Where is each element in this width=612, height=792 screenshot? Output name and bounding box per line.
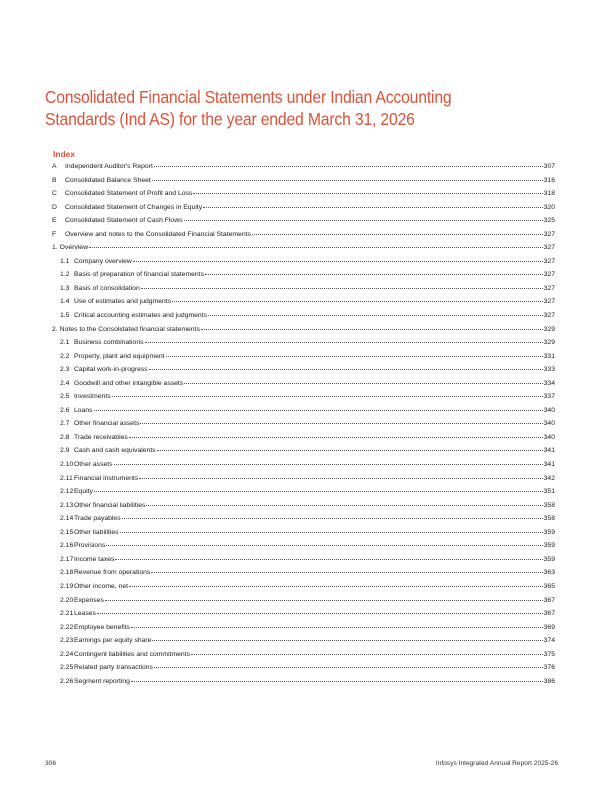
toc-entry-label: Related party transactions: [74, 664, 153, 672]
toc-entry-page: 342: [543, 474, 555, 482]
toc-entry-page: 341: [543, 461, 555, 469]
toc-entry-number: 2.22: [60, 623, 74, 631]
toc-entry-page: 359: [543, 528, 555, 536]
toc-entry-number: 2.12: [60, 488, 74, 496]
toc-entry[interactable]: [52, 323, 555, 337]
toc-entry-number: A: [52, 163, 57, 170]
toc-entry-page: 329: [543, 339, 555, 347]
page-title: Consolidated Financial Statements under Indian Accounting Standards (Ind AS) for the year ended March 31, 2026: [45, 87, 452, 129]
toc-entry-number: 2.2: [60, 352, 70, 360]
toc-dot-leader: [114, 463, 543, 465]
toc-entry-label: Revenue from operations: [74, 569, 151, 577]
toc-entry-number: 2.20: [60, 596, 74, 604]
toc-dot-leader: [89, 246, 543, 248]
toc-dot-leader: [122, 517, 543, 519]
toc-entry[interactable]: [52, 444, 555, 458]
toc-dot-leader: [191, 653, 543, 655]
toc-entry[interactable]: [52, 512, 555, 526]
toc-entry-number: 2.6: [60, 406, 70, 414]
toc-entry-page: 358: [543, 501, 555, 509]
toc-entry[interactable]: [52, 295, 555, 309]
toc-entry-number: 1.3: [60, 284, 70, 292]
toc-entry-number: 2.16: [60, 542, 74, 550]
toc-entry[interactable]: [52, 377, 555, 391]
toc-entry[interactable]: [52, 187, 555, 201]
toc-entry-label: Consolidated Statement of Profit and Loss: [65, 190, 193, 198]
toc-entry-label: Earnings per equity share: [74, 637, 152, 645]
toc-entry-label: Other financial assets: [74, 420, 140, 428]
toc-entry[interactable]: [52, 458, 555, 472]
toc-entry-page: 359: [543, 555, 555, 563]
toc-entry[interactable]: [52, 404, 555, 418]
toc-entry-label: Consolidated Statement of Changes in Equity: [65, 203, 203, 211]
toc-entry[interactable]: [52, 594, 555, 608]
toc-dot-leader: [172, 300, 543, 302]
footer-report-name: Infosys Integrated Annual Report 2025-26: [435, 760, 558, 767]
toc-entry-number: 2.3: [60, 366, 70, 374]
toc-entry[interactable]: [52, 214, 555, 228]
toc-entry[interactable]: [52, 336, 555, 350]
toc-dot-leader: [205, 273, 543, 275]
toc-entry-number: 2.17: [60, 555, 74, 563]
toc-dot-leader: [145, 341, 543, 343]
toc-entry-number: F: [52, 230, 57, 238]
toc-entry[interactable]: [52, 648, 555, 662]
toc-entry-page: 316: [543, 176, 555, 184]
toc-dot-leader: [106, 544, 542, 546]
toc-entry-page: 340: [543, 406, 555, 414]
toc-entry[interactable]: [52, 282, 555, 296]
toc-dot-leader: [193, 192, 542, 194]
toc-entry-page: 327: [543, 230, 555, 238]
toc-entry-page: 337: [543, 393, 555, 401]
toc-entry-number: 2.10: [60, 461, 74, 469]
toc-dot-leader: [105, 599, 543, 601]
toc-entry-label: Provisions: [74, 542, 106, 550]
toc-entry-label: Expenses: [74, 596, 104, 604]
toc-entry[interactable]: [52, 621, 555, 635]
toc-entry-label: Company overview: [74, 257, 132, 265]
toc-entry-page: 363: [543, 569, 555, 577]
toc-dot-leader: [140, 422, 542, 424]
toc-entry[interactable]: [52, 309, 555, 323]
toc-entry-page: 325: [543, 217, 555, 225]
toc-dot-leader: [154, 666, 543, 668]
toc-entry-number: 2.14: [60, 515, 74, 523]
toc-entry-label: Basis of consolidation: [74, 284, 140, 292]
toc-entry-number: 1.4: [60, 298, 70, 306]
toc-entry-label: Income taxes: [74, 555, 115, 563]
toc-entry-label: Leases: [74, 610, 96, 618]
toc-entry[interactable]: [52, 499, 555, 513]
toc-entry[interactable]: [52, 472, 555, 486]
toc-entry-label: Consolidated Statement of Cash Flows: [65, 217, 183, 225]
toc-entry-page: 367: [543, 596, 555, 604]
toc-entry-label: Financial instruments: [74, 474, 139, 482]
toc-entry-page: 341: [543, 447, 555, 455]
toc-entry[interactable]: [52, 228, 555, 242]
toc-entry[interactable]: [52, 526, 555, 540]
toc-entry-label: Other liabilities: [74, 528, 119, 536]
toc-entry-number: 1.2: [60, 271, 70, 279]
toc-entry-number: 2.25: [60, 664, 74, 672]
toc-dot-leader: [151, 571, 542, 573]
toc-dot-leader: [201, 328, 543, 330]
toc-entry-number: 2.23: [60, 637, 74, 645]
toc-entry-page: 358: [543, 515, 555, 523]
toc-entry-number: 2.13: [60, 501, 74, 509]
toc-entry[interactable]: [52, 566, 555, 580]
toc-dot-leader: [112, 395, 543, 397]
toc-entry-page: 327: [543, 284, 555, 292]
toc-entry-page: 327: [543, 257, 555, 265]
toc-entry-page: 327: [543, 244, 555, 252]
toc-entry-label: Other financial liabilities: [74, 501, 146, 509]
toc-entry-number: B: [52, 176, 57, 184]
toc-dot-leader: [131, 680, 543, 682]
toc-entry[interactable]: [52, 160, 555, 174]
toc-entry-label: Overview: [59, 244, 88, 252]
toc-entry-number: 2.24: [60, 650, 74, 658]
toc-entry-label: Business combinations: [74, 339, 144, 347]
toc-entry-page: 327: [543, 271, 555, 279]
toc-entry-number: 1.5: [60, 312, 70, 320]
toc-entry-page: 320: [543, 203, 555, 211]
toc-entry-page: 329: [543, 325, 555, 333]
toc-entry-label: Segment reporting: [74, 677, 130, 685]
toc-entry[interactable]: [52, 255, 555, 269]
toc-dot-leader: [184, 219, 543, 221]
toc-entry-label: Overview and notes to the Consolidated Financial Statements: [65, 230, 251, 238]
toc-dot-leader: [115, 558, 542, 560]
toc-entry-number: 2.18: [60, 569, 74, 577]
toc-entry-label: Cash and cash equivalents: [74, 447, 156, 455]
toc-dot-leader: [203, 206, 543, 208]
toc-entry[interactable]: [52, 268, 555, 282]
index-heading: Index: [53, 149, 75, 159]
toc-dot-leader: [120, 531, 543, 533]
toc-entry-label: Other income, net: [74, 582, 129, 590]
toc-entry-label: Goodwill and other intangible assets: [74, 379, 184, 387]
toc-dot-leader: [208, 314, 543, 316]
toc-entry-label: Consolidated Balance Sheet: [65, 176, 151, 184]
toc-dot-leader: [152, 179, 543, 181]
toc-entry-label: Trade payables: [74, 515, 121, 523]
toc-entry-label: Use of estimates and judgments: [74, 298, 172, 306]
toc-entry[interactable]: [52, 485, 555, 499]
toc-dot-leader: [141, 287, 543, 289]
toc-dot-leader: [154, 165, 543, 167]
toc-dot-leader: [166, 355, 543, 357]
toc-entry[interactable]: [52, 390, 555, 404]
toc-entry-page: 367: [543, 610, 555, 618]
toc-entry-page: 318: [543, 190, 555, 198]
toc-dot-leader: [149, 368, 543, 370]
toc-entry[interactable]: [52, 241, 555, 255]
toc-entry-number: 2.11: [60, 474, 73, 482]
toc-dot-leader: [94, 490, 543, 492]
toc-entry-number: 2.4: [60, 379, 70, 387]
toc-entry[interactable]: [52, 661, 555, 675]
toc-entry-label: Contingent liabilities and commitments: [74, 650, 190, 658]
toc-entry-page: 359: [543, 542, 555, 550]
toc-dot-leader: [133, 260, 543, 262]
toc-entry-page: 365: [543, 582, 555, 590]
toc-entry-number: 2.7: [60, 420, 70, 428]
toc-entry-number: 2.15: [60, 528, 74, 536]
toc-entry-page: 327: [543, 298, 555, 306]
toc-entry-page: 331: [543, 352, 555, 360]
toc-dot-leader: [94, 409, 543, 411]
toc-entry-label: Property, plant and equipment: [74, 352, 165, 360]
toc-entry[interactable]: [52, 431, 555, 445]
toc-entry-page: 327: [543, 312, 555, 320]
toc-entry-number: 1.: [52, 244, 58, 252]
toc-dot-leader: [97, 612, 543, 614]
toc-entry-label: Critical accounting estimates and judgments: [74, 312, 207, 320]
toc-entry-label: Investments: [74, 393, 111, 401]
toc-entry[interactable]: [52, 539, 555, 553]
toc-entry-page: 340: [543, 433, 555, 441]
toc-entry[interactable]: [52, 634, 555, 648]
toc-entry-label: Other assets: [74, 461, 113, 469]
toc-entry-label: Loans: [74, 406, 93, 414]
toc-entry-number: 2.8: [60, 433, 70, 441]
toc-dot-leader: [131, 626, 543, 628]
toc-entry-label: Basis of preparation of financial statements: [74, 271, 204, 279]
table-of-contents: [52, 160, 555, 688]
toc-entry-number: E: [52, 217, 57, 225]
toc-entry-page: 386: [543, 677, 555, 685]
toc-dot-leader: [146, 504, 542, 506]
toc-entry-label: Capital work-in-progress: [74, 366, 148, 374]
toc-entry[interactable]: [52, 363, 555, 377]
toc-entry-label: Notes to the Consolidated financial statements: [59, 325, 200, 333]
toc-entry-number: 2.21: [60, 610, 74, 618]
toc-entry-number: 1.1: [60, 257, 70, 265]
toc-entry-number: 2.26: [60, 677, 74, 685]
footer-page-number: 306: [45, 760, 57, 767]
toc-entry-label: Trade receivables: [74, 433, 128, 441]
toc-entry-page: 374: [543, 637, 555, 645]
toc-entry[interactable]: [52, 553, 555, 567]
toc-entry-page: 369: [543, 623, 555, 631]
toc-entry-label: Independent Auditor's Report: [65, 163, 153, 170]
toc-dot-leader: [252, 233, 543, 235]
toc-dot-leader: [157, 449, 543, 451]
toc-dot-leader: [129, 585, 543, 587]
toc-entry-page: 351: [543, 488, 555, 496]
toc-entry[interactable]: [52, 201, 555, 215]
toc-entry-page: 307: [543, 163, 555, 170]
toc-entry-page: 333: [543, 366, 555, 374]
toc-entry[interactable]: [52, 580, 555, 594]
toc-entry-page: 375: [543, 650, 555, 658]
toc-entry-label: Equity: [74, 488, 93, 496]
toc-entry-number: 2.1: [60, 339, 70, 347]
toc-entry[interactable]: [52, 174, 555, 188]
toc-entry-number: 2.19: [60, 582, 74, 590]
toc-entry-page: 340: [543, 420, 555, 428]
toc-entry-number: 2.9: [60, 447, 70, 455]
toc-entry[interactable]: [52, 607, 555, 621]
toc-dot-leader: [129, 436, 543, 438]
toc-entry-number: 2.5: [60, 393, 70, 401]
toc-dot-leader: [139, 477, 542, 479]
toc-dot-leader: [184, 382, 542, 384]
toc-dot-leader: [152, 639, 542, 641]
toc-entry[interactable]: [52, 350, 555, 364]
toc-entry[interactable]: [52, 417, 555, 431]
toc-entry-number: C: [52, 190, 57, 198]
toc-entry-number: 2.: [52, 325, 58, 333]
toc-entry-page: 334: [543, 379, 555, 387]
toc-entry[interactable]: [52, 675, 555, 689]
toc-entry-number: D: [52, 203, 57, 211]
toc-entry-page: 376: [543, 664, 555, 672]
toc-entry-label: Employee benefits: [74, 623, 130, 631]
